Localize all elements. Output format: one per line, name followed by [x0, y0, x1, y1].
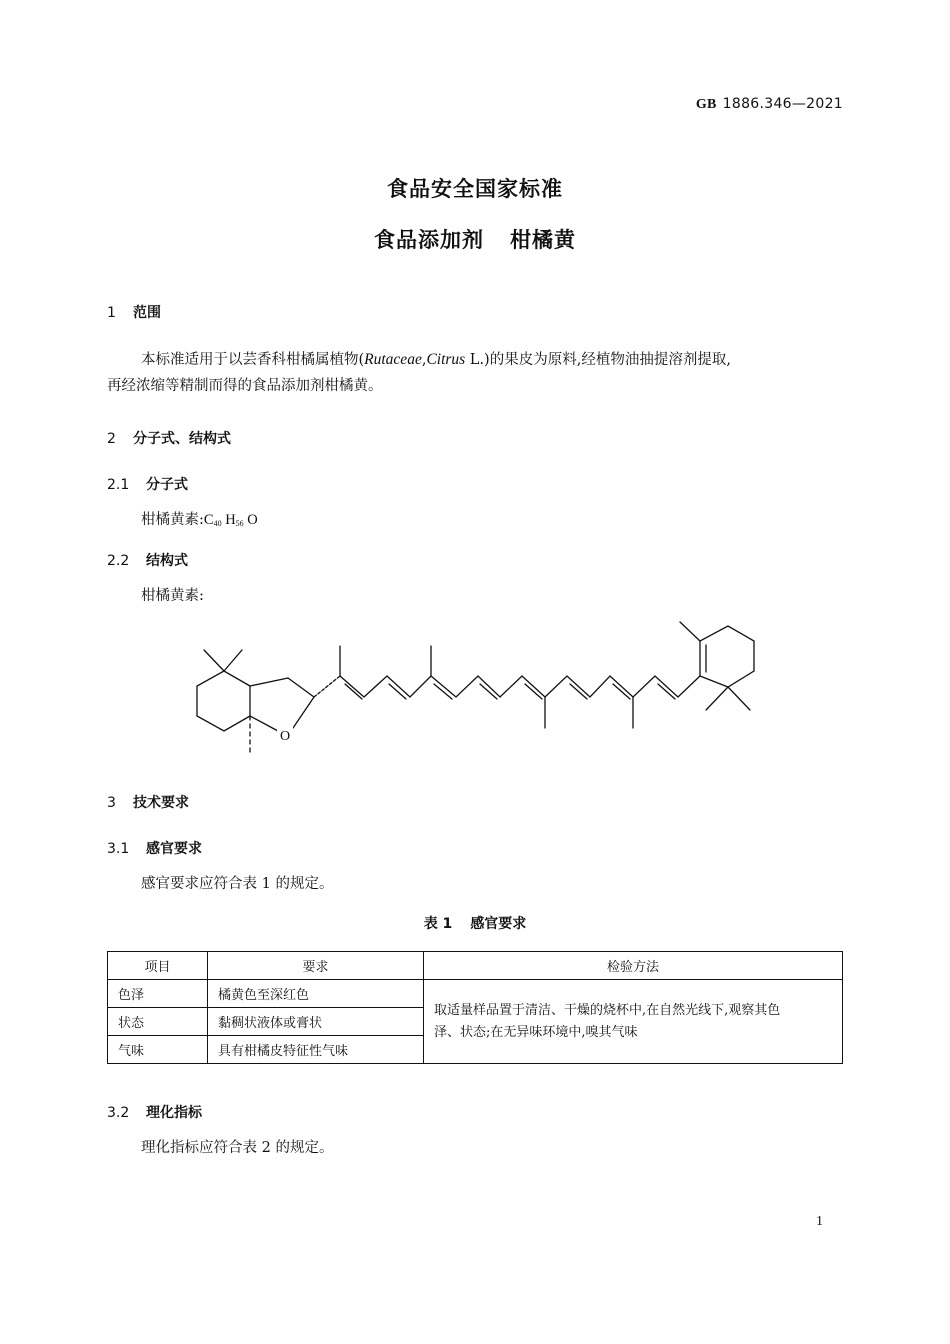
table-header-row [108, 952, 843, 980]
test-method-line2: 泽、状态;在无异味环境中,嗅其气味 [434, 1024, 638, 1040]
section-number: 2 [107, 431, 116, 447]
test-method-cell [424, 980, 843, 1064]
sensory-requirements-table [107, 951, 843, 1064]
row-item: 色泽 [108, 980, 208, 1008]
genus-name: Citrus [426, 351, 466, 368]
family-name: Rutaceae [364, 351, 422, 368]
section-title: 结构式 [146, 553, 188, 569]
scope-text-a: 本标准适用于以芸香科柑橘属植物( [141, 352, 365, 368]
subtitle-category: 食品添加剂 [374, 228, 484, 252]
section-number: 3.1 [107, 841, 130, 857]
cyclohexane-ring [197, 671, 250, 731]
section-3-heading [107, 792, 189, 812]
furan-bond-4 [250, 716, 278, 731]
document-title: 食品安全国家标准 [387, 177, 563, 201]
physicochemical-text: 理化指标应符合表 2 的规定。 [141, 1140, 334, 1156]
ring-gem-methyl-1 [706, 687, 728, 710]
polyene-chain [340, 676, 700, 697]
formula-hydrogen: H [225, 512, 236, 528]
section-3-2-heading [107, 1102, 202, 1122]
ring-gem-methyl-2 [728, 687, 750, 710]
row-item: 气味 [108, 1036, 208, 1064]
row-requirement: 具有柑橘皮特征性气味 [208, 1036, 424, 1064]
ring-methyl [680, 622, 700, 641]
section-title: 感官要求 [146, 841, 202, 857]
section-title: 范围 [133, 305, 161, 321]
formula-oxygen: O [247, 512, 258, 528]
cyclohexene-ring [700, 626, 754, 687]
formula-carbon-count: 40 [213, 519, 222, 528]
formula-carbon: C [203, 512, 214, 528]
gem-methyl-1 [204, 650, 224, 671]
table-title: 感官要求 [470, 916, 527, 932]
chain-stereo-bond [314, 676, 340, 697]
section-number: 2.1 [107, 477, 130, 493]
section-title: 理化指标 [146, 1105, 202, 1121]
sensory-requirement-text: 感官要求应符合表 1 的规定。 [141, 876, 334, 892]
test-method-line1: 取适量样品置于清洁、干燥的烧杯中,在自然光线下,观察其色 [434, 1002, 781, 1018]
furan-bond-2 [288, 678, 314, 697]
section-3-1-heading [107, 838, 202, 858]
header-requirement: 要求 [208, 952, 424, 980]
gem-methyl-2 [224, 650, 242, 671]
table-number: 表 1 [423, 916, 453, 932]
section-number: 3.2 [107, 1105, 130, 1121]
section-title: 分子式 [146, 477, 188, 493]
formula-label: 柑橘黄素: [141, 512, 204, 528]
double-bond-1 [345, 684, 362, 699]
scope-text-b: L.)的果皮为原料,经植物油抽提溶剂提取, [465, 352, 731, 368]
table-row [108, 980, 843, 1008]
header-test-method: 检验方法 [424, 952, 843, 980]
formula-hydrogen-count: 56 [235, 519, 244, 528]
scope-separator: , [421, 352, 427, 368]
oxygen-atom-label: O [279, 729, 291, 744]
table-1-caption [0, 913, 950, 933]
furan-bond-1 [250, 678, 288, 686]
section-title: 分子式、结构式 [133, 431, 231, 447]
row-item: 状态 [108, 1008, 208, 1036]
subtitle-product: 柑橘黄 [510, 228, 576, 252]
section-number: 2.2 [107, 553, 130, 569]
header-item: 项目 [108, 952, 208, 980]
row-requirement: 橘黄色至深红色 [208, 980, 424, 1008]
scope-text-line2: 再经浓缩等精制而得的食品添加剂柑橘黄。 [107, 378, 383, 394]
standard-number: 1886.346—2021 [722, 96, 843, 112]
section-number: 3 [107, 795, 116, 811]
standard-prefix: GB [695, 97, 717, 112]
furan-bond-3 [293, 697, 314, 728]
page-number: 1 [816, 1214, 823, 1229]
structure-label: 柑橘黄素: [141, 588, 204, 604]
row-requirement: 黏稠状液体或膏状 [208, 1008, 424, 1036]
section-title: 技术要求 [133, 795, 189, 811]
section-number: 1 [107, 305, 116, 321]
